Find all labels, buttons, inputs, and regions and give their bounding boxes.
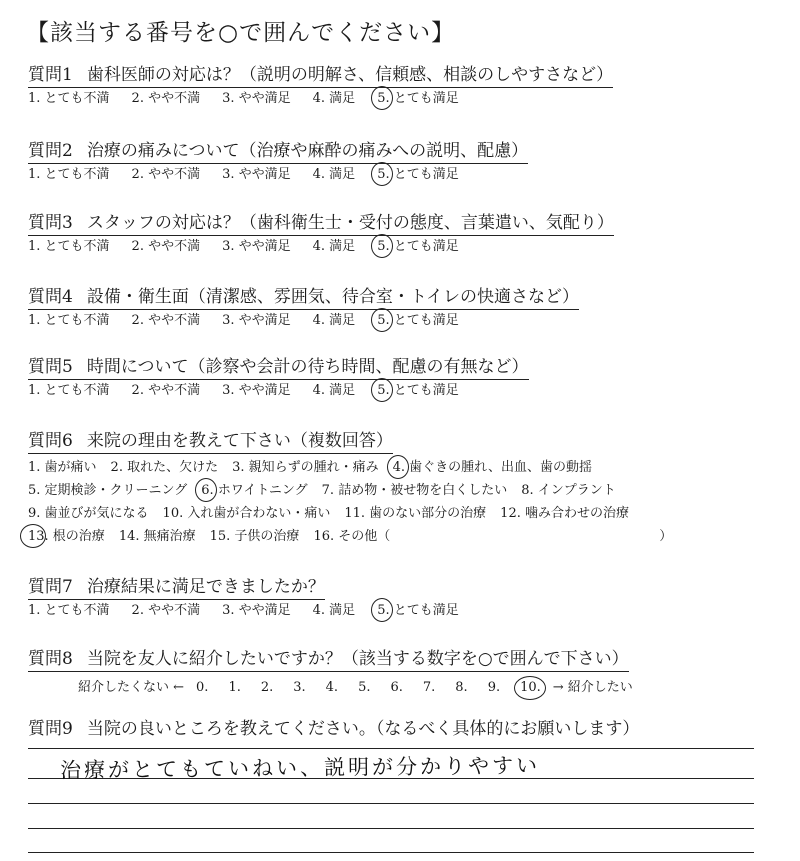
recommend-scale xyxy=(78,676,788,695)
scale-value-2[interactable]: 2. xyxy=(260,680,274,695)
scale-value-10[interactable]: 10. xyxy=(520,680,541,695)
answer-option-4[interactable]: 4. 満足 xyxy=(312,167,356,182)
question-number: 質問3 xyxy=(28,213,73,233)
question-number: 質問9 xyxy=(28,719,73,739)
reason-option-2[interactable]: 2. 取れた、欠けた xyxy=(110,460,219,475)
question-1 xyxy=(28,64,788,108)
selection-circle xyxy=(371,234,393,258)
reason-option-3[interactable]: 3. 親知らずの腫れ・痛み xyxy=(232,460,379,475)
answer-option-3[interactable]: 3. やや満足 xyxy=(222,239,291,254)
answer-option-4[interactable]: 4. 満足 xyxy=(312,313,356,328)
reason-option-7[interactable]: 7. 詰め物・被せ物を白くしたい xyxy=(321,483,508,498)
answer-option-1[interactable]: 1. とても不満 xyxy=(28,91,110,106)
answer-options xyxy=(28,238,788,256)
scale-value-4[interactable]: 4. xyxy=(325,680,339,695)
answer-option-3[interactable]: 3. やや満足 xyxy=(222,313,291,328)
question-text: 当院を友人に紹介したいですか？（該当する数字を○で囲んで下さい） xyxy=(86,649,629,669)
handwritten-answer: 治療がとてもていねい、説明が分かりやすい xyxy=(59,753,541,783)
selection-circle xyxy=(195,478,217,502)
reason-row xyxy=(28,459,788,477)
question-number: 質問1 xyxy=(28,65,73,85)
question-4 xyxy=(28,286,788,330)
question-text: 来院の理由を教えて下さい（複数回答） xyxy=(86,431,393,451)
reason-option-6[interactable]: 6. ホワイトニング xyxy=(201,482,307,500)
reason-option-13[interactable]: 13. 根の治療 xyxy=(28,528,105,546)
question-number: 質問6 xyxy=(28,431,73,451)
question-title xyxy=(28,64,613,88)
answer-option-3[interactable]: 3. やや満足 xyxy=(222,383,291,398)
scale-value-0[interactable]: 0. xyxy=(196,680,209,695)
selection-circle xyxy=(371,598,393,622)
reason-option-15[interactable]: 15. 子供の治療 xyxy=(209,529,300,544)
question-title xyxy=(28,718,639,741)
answer-option-3[interactable]: 3. やや満足 xyxy=(222,603,291,618)
scale-value-3[interactable]: 3. xyxy=(293,680,306,695)
question-text: 歯科医師の対応は？（説明の明解さ、信頼感、相談のしやすさなど） xyxy=(86,65,614,85)
question-text: 治療の痛みについて（治療や麻酔の痛みへの説明、配慮） xyxy=(86,141,529,161)
answer-option-4[interactable]: 4. 満足 xyxy=(312,91,356,106)
answer-option-2[interactable]: 2. やや不満 xyxy=(131,603,201,618)
question-title xyxy=(28,286,579,310)
answer-option-1[interactable]: 1. とても不満 xyxy=(28,167,110,182)
answer-option-1[interactable]: 1. とても不満 xyxy=(28,603,110,618)
scale-left-label: 紹介したくない ← xyxy=(78,680,185,695)
selection-circle xyxy=(371,86,393,110)
question-text: 設備・衛生面（清潔感、雰囲気、待合室・トイレの快適さなど） xyxy=(86,287,579,307)
reason-option-1[interactable]: 1. 歯が痛い xyxy=(28,460,97,475)
selection-circle xyxy=(20,524,46,548)
question-text: 治療結果に満足できましたか？ xyxy=(86,577,325,597)
question-number: 質問8 xyxy=(28,649,73,669)
reason-option-5[interactable]: 5. 定期検診・クリーニング xyxy=(28,483,188,498)
answer-option-5[interactable]: 5. とても満足 xyxy=(377,90,459,108)
answer-options xyxy=(28,382,788,400)
reason-option-9[interactable]: 9. 歯並びが気になる xyxy=(28,506,149,521)
scale-value-7[interactable]: 7. xyxy=(422,680,436,695)
question-text: スタッフの対応は？（歯科衛生士・受付の態度、言葉遣い、気配り） xyxy=(86,213,614,233)
question-title xyxy=(28,212,614,236)
answer-options xyxy=(28,602,788,620)
selection-circle xyxy=(371,378,393,402)
reason-option-14[interactable]: 14. 無痛治療 xyxy=(118,529,196,544)
scale-value-9[interactable]: 9. xyxy=(487,680,501,695)
reason-option-8[interactable]: 8. インプラント xyxy=(521,483,616,498)
question-title xyxy=(28,430,393,454)
question-number: 質問7 xyxy=(28,577,73,597)
answer-option-3[interactable]: 3. やや満足 xyxy=(222,167,291,182)
answer-option-2[interactable]: 2. やや不満 xyxy=(131,383,201,398)
answer-line xyxy=(28,852,754,853)
question-9 xyxy=(28,718,788,741)
reason-option-11[interactable]: 11. 歯のない部分の治療 xyxy=(344,506,487,521)
selection-circle xyxy=(371,162,393,186)
question-number: 質問2 xyxy=(28,141,73,161)
answer-line xyxy=(28,803,754,804)
scale-value-1[interactable]: 1. xyxy=(228,680,241,695)
scale-right-label: → 紹介したい xyxy=(552,680,633,695)
question-title xyxy=(28,140,528,164)
other-close-paren: ） xyxy=(659,529,673,544)
answer-options xyxy=(28,166,788,184)
answer-option-1[interactable]: 1. とても不満 xyxy=(28,239,110,254)
page-header: 【該当する番号を○で囲んでください】 xyxy=(26,20,456,46)
answer-option-2[interactable]: 2. やや不満 xyxy=(131,313,201,328)
answer-line xyxy=(28,748,754,749)
answer-options xyxy=(28,90,788,108)
answer-option-4[interactable]: 4. 満足 xyxy=(312,383,356,398)
reason-row xyxy=(28,528,788,546)
reason-row xyxy=(28,482,788,500)
answer-option-5[interactable]: 5. とても満足 xyxy=(377,602,459,620)
question-3 xyxy=(28,212,788,256)
answer-option-5[interactable]: 5. とても満足 xyxy=(377,382,459,400)
question-number: 質問4 xyxy=(28,287,73,307)
answer-option-5[interactable]: 5. とても満足 xyxy=(377,238,459,256)
reason-option-4[interactable]: 4. 歯ぐきの腫れ、出血、歯の動揺 xyxy=(393,459,592,477)
question-title xyxy=(28,576,325,600)
answer-line xyxy=(28,828,754,829)
reason-option-12[interactable]: 12. 噛み合わせの治療 xyxy=(500,506,629,521)
scale-value-5[interactable]: 5. xyxy=(358,680,371,695)
reason-options xyxy=(28,459,788,546)
answer-option-2[interactable]: 2. やや不満 xyxy=(131,91,201,106)
reason-option-16[interactable]: 16. その他（ xyxy=(313,529,391,544)
answer-option-3[interactable]: 3. やや満足 xyxy=(222,91,291,106)
reason-option-10[interactable]: 10. 入れ歯が合わない・痛い xyxy=(162,506,331,521)
answer-option-1[interactable]: 1. とても不満 xyxy=(28,313,110,328)
question-text: 当院の良いところを教えてください。（なるべく具体的にお願いします） xyxy=(86,719,640,739)
question-8 xyxy=(28,648,788,695)
answer-option-1[interactable]: 1. とても不満 xyxy=(28,383,110,398)
question-title xyxy=(28,356,529,380)
question-2 xyxy=(28,140,788,184)
reason-row xyxy=(28,505,788,523)
answer-option-5[interactable]: 5. とても満足 xyxy=(377,166,459,184)
answer-option-2[interactable]: 2. やや不満 xyxy=(131,167,201,182)
question-title xyxy=(28,648,629,672)
answer-option-4[interactable]: 4. 満足 xyxy=(312,603,356,618)
answer-option-5[interactable]: 5. とても満足 xyxy=(377,312,459,330)
answer-option-4[interactable]: 4. 満足 xyxy=(312,239,356,254)
question-5 xyxy=(28,356,788,400)
answer-option-2[interactable]: 2. やや不満 xyxy=(131,239,201,254)
question-7 xyxy=(28,576,788,620)
question-number: 質問5 xyxy=(28,357,73,377)
answer-options xyxy=(28,312,788,330)
scale-value-6[interactable]: 6. xyxy=(390,680,403,695)
question-text: 時間について（診察や会計の待ち時間、配慮の有無など） xyxy=(86,357,529,377)
scale-value-8[interactable]: 8. xyxy=(455,680,468,695)
selection-circle xyxy=(387,455,409,479)
selection-circle xyxy=(514,676,546,700)
selection-circle xyxy=(371,308,393,332)
question-6 xyxy=(28,430,788,546)
